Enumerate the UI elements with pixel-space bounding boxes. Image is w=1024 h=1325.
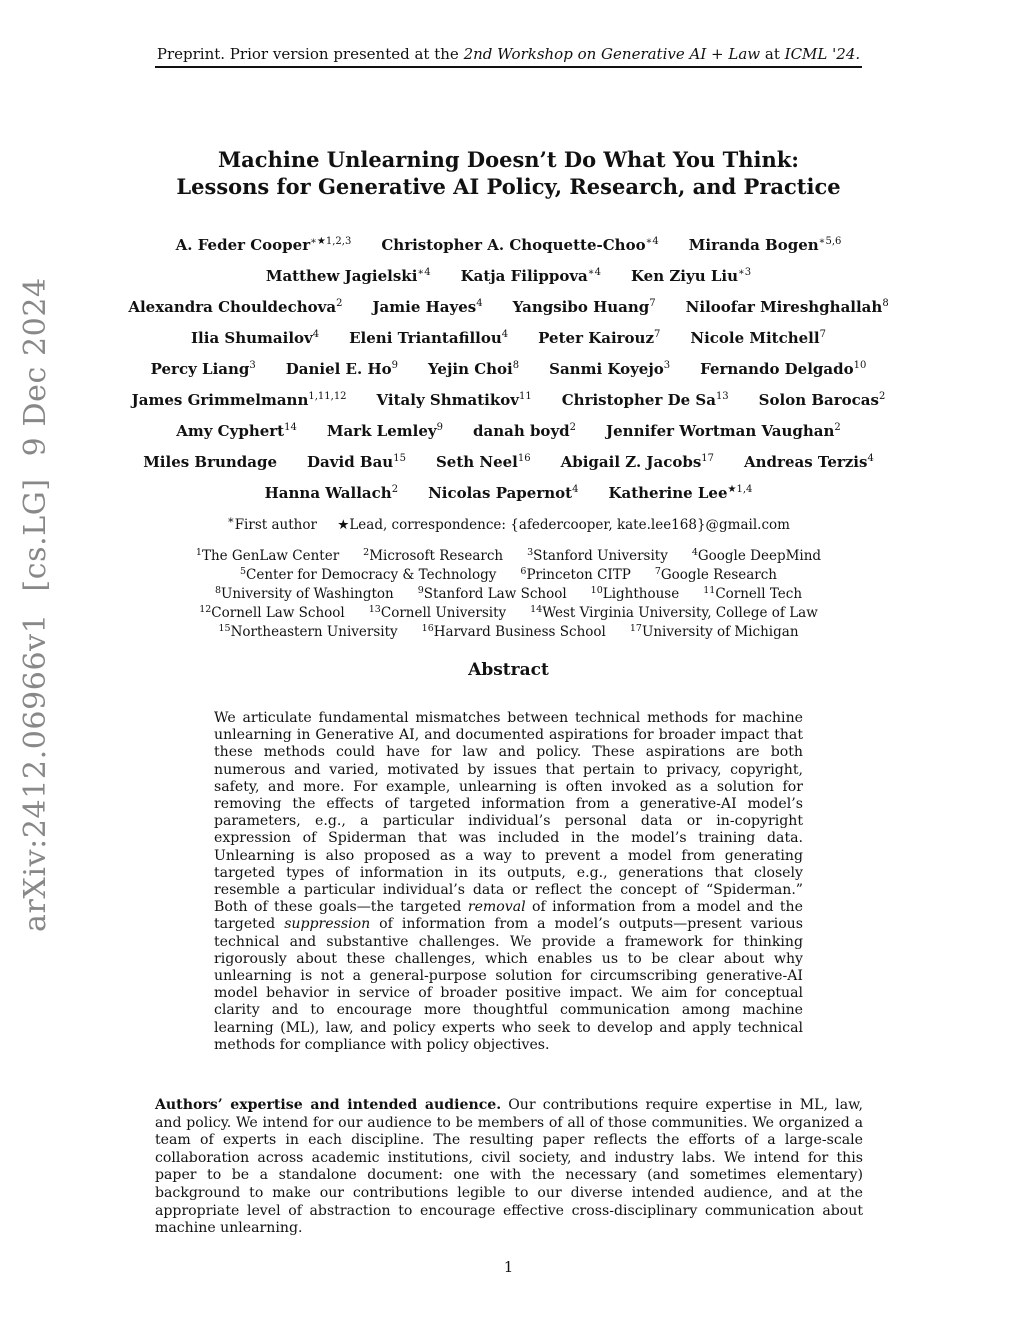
affiliation-number: 8 <box>214 584 221 596</box>
author <box>759 391 886 409</box>
author-name: Mark Lemley <box>326 421 437 440</box>
emphasis-suppression: suppression <box>284 916 371 933</box>
author-name: Seth Neel <box>435 452 518 471</box>
author <box>176 236 352 254</box>
author-affiliation-marks: ∗5,6 <box>818 235 842 247</box>
affiliation-name: Microsoft Research <box>369 547 504 564</box>
author <box>286 360 398 378</box>
author-name: Solon Barocas <box>758 390 879 409</box>
author-name: Abigail Z. Jacobs <box>560 452 702 471</box>
author-affiliation-marks: 1,11,12 <box>308 390 347 402</box>
author-row <box>150 260 867 291</box>
author-row <box>150 322 867 353</box>
affiliation-name: University of Washington <box>220 585 394 602</box>
affiliation <box>363 548 503 564</box>
author <box>686 298 889 316</box>
affiliation <box>703 586 802 602</box>
affiliation-name: Harvard Business School <box>433 623 606 640</box>
affiliation <box>418 586 567 602</box>
author-affiliation-marks: 2 <box>878 390 886 402</box>
affiliation-number: 5 <box>239 565 247 577</box>
affiliation <box>692 548 821 564</box>
author-row <box>150 477 867 508</box>
author-row <box>143 446 874 477</box>
author <box>562 391 729 409</box>
affiliation <box>655 567 777 583</box>
author-name: Hanna Wallach <box>264 483 392 502</box>
author-name: Jamie Hayes <box>372 297 477 316</box>
author <box>151 360 256 378</box>
affiliation-name: Cornell Law School <box>211 604 345 621</box>
audience-text: Our contributions require expertise in ML, law, and policy. We intend for our audience to be members of all of those communities. We organized a team of experts in each discipline. The resulting paper reflects the efforts of a large-scale collaboration across academic institutions, civil society, and industry labs. We intend for this paper to be a standalone document: one with the necessary (and sometimes elementary) background to make our contributions legible to our diverse intended audience, and at the appropriate level of abstraction to encourage effective cross-disciplinary communication about machine unlearning. <box>155 1097 863 1237</box>
author-affiliation-marks: ★1,4 <box>727 483 753 495</box>
author-name: A. Feder Cooper <box>175 235 311 254</box>
author-affiliation-marks: 4 <box>501 328 509 340</box>
author-list <box>128 229 889 508</box>
affiliation-number: 10 <box>590 584 603 596</box>
affiliation-name: Center for Democracy & Technology <box>246 566 497 583</box>
affiliation-name: The GenLaw Center <box>201 547 340 564</box>
author <box>473 422 576 440</box>
affiliation-number: 13 <box>368 603 381 615</box>
author-name: Katja Filippova <box>460 266 588 285</box>
author-name: Katherine Lee <box>608 483 728 502</box>
author-name: Amy Cyphert <box>176 421 285 440</box>
preprint-header <box>155 44 862 64</box>
paper-title <box>155 146 862 200</box>
author-affiliation-marks: ∗★1,2,3 <box>310 235 352 247</box>
affiliation-number: 7 <box>654 565 661 577</box>
author <box>372 298 482 316</box>
affiliation-row <box>150 603 867 622</box>
affiliation-name: Stanford Law School <box>423 585 567 602</box>
author-row <box>150 415 867 446</box>
affiliation-row <box>150 584 867 603</box>
header-rule <box>155 66 862 68</box>
author <box>700 360 866 378</box>
author-name: Niloofar Mireshghallah <box>685 297 883 316</box>
author-affiliation-marks: 15 <box>393 452 406 464</box>
author-affiliation-marks: 14 <box>284 421 297 433</box>
author-affiliation-marks: 9 <box>391 359 398 371</box>
author <box>606 422 841 440</box>
arxiv-id: arXiv:2412.06966v1 <box>18 613 53 932</box>
affiliation-number: 3 <box>527 546 534 558</box>
author-affiliation-marks: 3 <box>663 359 671 371</box>
author <box>176 422 297 440</box>
affiliation <box>196 548 339 564</box>
emphasis-removal: removal <box>467 899 526 916</box>
author-affiliation-marks: ∗3 <box>737 266 752 278</box>
author-name: Alexandra Chouldechova <box>128 297 337 316</box>
affiliation-name: University of Michigan <box>641 623 799 640</box>
affiliation-number: 16 <box>421 622 434 634</box>
affiliation <box>422 624 606 640</box>
affiliation <box>520 567 630 583</box>
affiliation-name: Stanford University <box>533 547 668 564</box>
author-affiliation-marks: 2 <box>391 483 399 495</box>
author-affiliation-marks: 4 <box>476 297 483 309</box>
title-line-1: Machine Unlearning Doesn’t Do What You Think: <box>217 147 800 172</box>
affiliation-number: 17 <box>629 622 642 634</box>
author-affiliation-marks: 4 <box>867 452 874 464</box>
affiliation-number: 14 <box>530 603 543 615</box>
affiliation-number: 4 <box>691 546 698 558</box>
affiliation-name: West Virginia University, College of Law <box>542 604 818 621</box>
affiliation-row <box>150 546 867 565</box>
author-affiliation-marks: ∗4 <box>587 266 601 278</box>
author-row <box>131 384 886 415</box>
author <box>266 267 431 285</box>
author-name: Matthew Jagielski <box>265 266 418 285</box>
affiliation-name: Cornell Tech <box>715 585 803 602</box>
affiliation-name: Google DeepMind <box>697 547 822 564</box>
affiliation-name: Cornell University <box>380 604 507 621</box>
arxiv-category: [cs.LG] <box>18 478 53 592</box>
author-affiliation-marks: ∗4 <box>645 235 659 247</box>
author <box>538 329 660 347</box>
author-affiliation-marks: 11 <box>518 390 532 402</box>
arxiv-stamp <box>18 277 53 932</box>
author <box>128 298 342 316</box>
author-affiliation-marks: 3 <box>249 359 256 371</box>
affiliation-number: 9 <box>417 584 424 596</box>
author <box>608 484 752 502</box>
author-name: Ilia Shumailov <box>191 328 313 347</box>
affiliation-name: Northeastern University <box>230 623 398 640</box>
audience-paragraph <box>155 1097 863 1238</box>
author-affiliation-marks: 9 <box>436 421 443 433</box>
affiliation <box>369 605 506 621</box>
author-affiliation-marks: 8 <box>512 359 520 371</box>
star-icon: ★ <box>337 516 350 533</box>
affiliation-number: 15 <box>218 622 231 634</box>
affiliation-row <box>150 622 867 641</box>
author-affiliation-marks: 17 <box>701 452 715 464</box>
affiliation-number: 6 <box>520 565 527 577</box>
author <box>561 453 714 471</box>
author-row <box>150 353 867 384</box>
abstract-heading: Abstract <box>468 660 549 680</box>
author-affiliation-marks: 7 <box>653 328 661 340</box>
author <box>690 329 826 347</box>
author-affiliation-marks: 4 <box>572 483 579 495</box>
author-name: Yangsibo Huang <box>512 297 650 316</box>
author <box>265 484 398 502</box>
affiliation <box>527 548 668 564</box>
author-name: danah boyd <box>472 421 570 440</box>
first-author-note: ∗First author <box>227 513 317 533</box>
affiliation-name: Google Research <box>660 566 777 583</box>
author <box>143 453 277 471</box>
affiliation-list <box>150 546 867 641</box>
author-name: Andreas Terzis <box>744 452 868 471</box>
author-affiliation-marks: 8 <box>882 297 889 309</box>
author-affiliation-marks: 2 <box>834 421 841 433</box>
header-workshop: 2nd Workshop on Generative AI + Law <box>463 45 761 63</box>
author-affiliation-marks: 16 <box>517 452 531 464</box>
author-affiliation-marks: 13 <box>715 390 729 402</box>
author-name: Yejin Choi <box>428 359 513 378</box>
author-affiliation-marks: 10 <box>853 359 867 371</box>
author <box>349 329 508 347</box>
author-name: James Grimmelmann <box>131 390 309 409</box>
author-name: Miranda Bogen <box>688 235 819 254</box>
author-name: Christopher De Sa <box>561 390 716 409</box>
author-affiliation-marks: 2 <box>336 297 343 309</box>
header-at: at <box>764 45 780 63</box>
author <box>513 298 656 316</box>
affiliation-number: 11 <box>703 584 716 596</box>
author-affiliation-marks: 2 <box>569 421 577 433</box>
header-prefix: Preprint. Prior version presented at the <box>156 45 459 63</box>
author-row <box>150 229 867 260</box>
author <box>549 360 670 378</box>
author-affiliation-marks: 4 <box>312 328 320 340</box>
author-name: Percy Liang <box>150 359 250 378</box>
affiliation-number: 12 <box>199 603 212 615</box>
author-name: Vitaly Shmatikov <box>376 390 519 409</box>
title-line-2: Lessons for Generative AI Policy, Research, and Practice <box>176 174 841 199</box>
author <box>307 453 406 471</box>
author <box>191 329 319 347</box>
author-affiliation-marks: 7 <box>819 328 826 340</box>
affiliation-number: 2 <box>363 546 370 558</box>
header-venue: ICML '24. <box>784 45 861 63</box>
affiliation <box>591 586 680 602</box>
affiliation <box>530 605 818 621</box>
author <box>428 360 519 378</box>
author-notes <box>155 513 862 533</box>
author-name: Peter Kairouz <box>538 328 654 347</box>
page-number: 1 <box>503 1258 514 1276</box>
author-name: Eleni Triantafillou <box>349 328 502 347</box>
author-name: Ken Ziyu Liu <box>630 266 738 285</box>
author-affiliation-marks: ∗4 <box>417 266 431 278</box>
lead-author-note: ★Lead, correspondence: {afedercooper, kate.lee168}@gmail.com <box>337 516 790 533</box>
author-name: Sanmi Koyejo <box>549 359 664 378</box>
author <box>381 236 658 254</box>
author <box>428 484 578 502</box>
author-affiliation-marks: 7 <box>649 297 656 309</box>
author-name: Christopher A. Choquette-Choo <box>381 235 646 254</box>
affiliation-row <box>150 565 867 584</box>
affiliation <box>215 586 394 602</box>
author <box>689 236 842 254</box>
affiliation-name: Princeton CITP <box>526 566 631 583</box>
affiliation <box>240 567 496 583</box>
author-name: Jennifer Wortman Vaughan <box>606 421 835 440</box>
author-name: Daniel E. Ho <box>285 359 392 378</box>
author-name: Miles Brundage <box>143 452 278 471</box>
author <box>132 391 347 409</box>
affiliation <box>199 605 345 621</box>
author <box>461 267 601 285</box>
audience-heading: Authors’ expertise and intended audience. <box>155 1097 502 1113</box>
arxiv-date: 9 Dec 2024 <box>18 277 53 457</box>
author <box>631 267 751 285</box>
author <box>327 422 443 440</box>
author-name: Nicolas Papernot <box>428 483 573 502</box>
affiliation <box>218 624 397 640</box>
affiliation <box>630 624 799 640</box>
author <box>377 391 532 409</box>
abstract-body: We articulate fundamental mismatches between technical methods for machine unlearning in Generative AI, and documented aspirations for broader impact that these methods could have for law and policy. These aspirations are both numerous and varied, motivated by issues that pertain to privacy, copyright, safety, and more. For example, unlearning is often invoked as a solution for removing the effects of targeted information from a generative-AI model’s parameters, e.g., a particular individual’s personal data or in-copyright expression of Spiderman that was included in the model’s training data. Unlearning is also proposed as a way to prevent a model from generating targeted types of information in its outputs, e.g., generations that closely resemble a particular individual’s data or reflect the concept of “Spiderman.” Both of these goals—the targeted removal of information from a model and the targeted suppression of information from a model’s outputs—present various technical and substantive challenges. We provide a framework for thinking rigorously about these challenges, which enables us to be clear about why unlearning is not a general-purpose solution for circumscribing generative-AI model behavior in service of broader positive impact. We aim for conceptual clarity and to encourage more thoughtful communication among machine learning (ML), law, and policy experts who seek to develop and apply technical methods for compliance with policy objectives. <box>214 710 803 1053</box>
author <box>436 453 531 471</box>
author <box>744 453 874 471</box>
author-name: Nicole Mitchell <box>690 328 820 347</box>
affiliation-number: 1 <box>195 546 202 558</box>
author-row <box>128 291 889 322</box>
author-name: David Bau <box>307 452 394 471</box>
affiliation-name: Lighthouse <box>602 585 680 602</box>
author-name: Fernando Delgado <box>700 359 854 378</box>
